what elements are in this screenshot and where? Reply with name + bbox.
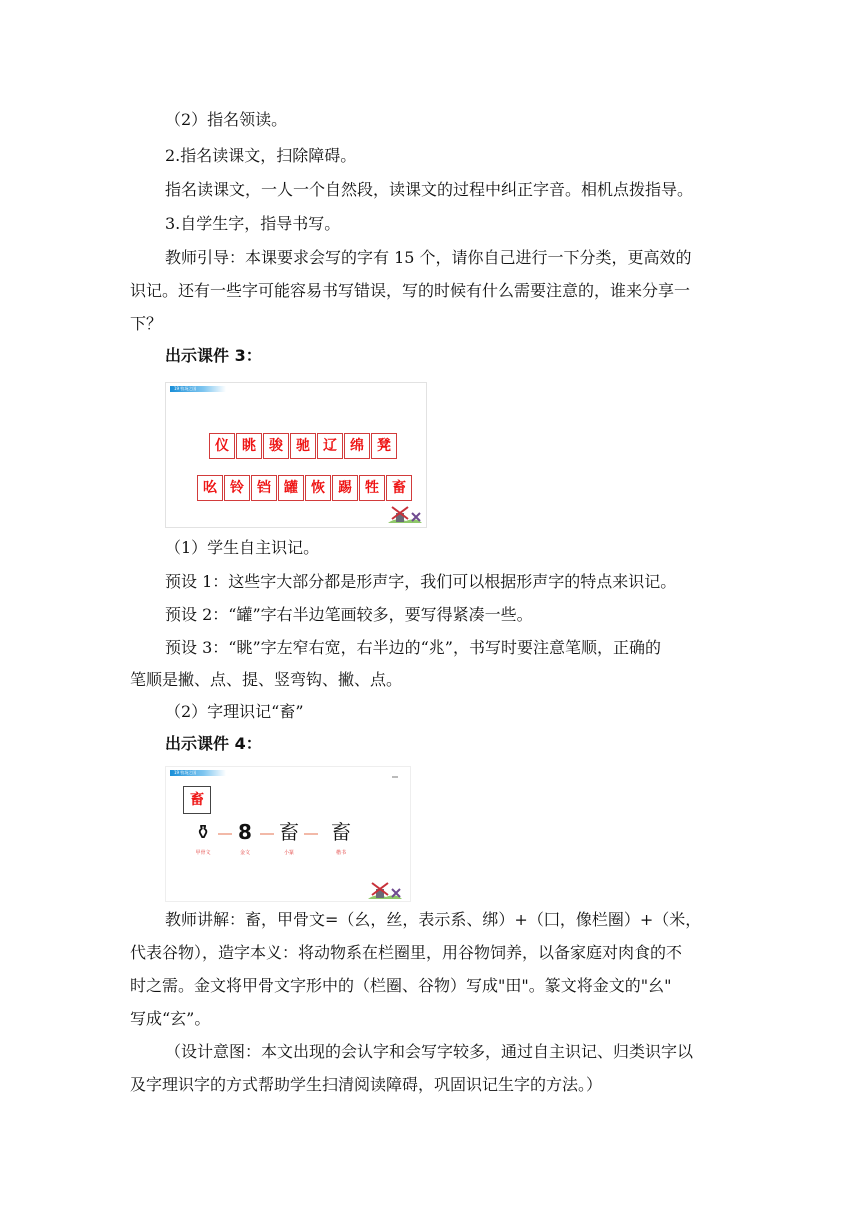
char-card: 驰 — [290, 433, 316, 459]
arrow-icon — [304, 833, 318, 835]
text-line: 识记。还有一些字可能容易书写错误，写的时候有什么需要注意的，谁来分享一 — [130, 281, 691, 300]
text-line: 预设 3：“眺”字左窄右宽，右半边的“兆”，书写时要注意笔顺，正确的 — [165, 638, 661, 657]
char-card: 骏 — [263, 433, 289, 459]
oracle-glyph: ⚱ — [194, 820, 212, 844]
text-line: 教师讲解：畜，甲骨文=（幺，丝，表示系、绑）+（囗，像栏圈）+（米， — [165, 910, 702, 929]
courseware-slide-4 — [165, 766, 411, 902]
char-card: 绵 — [344, 433, 370, 459]
stage-label: 金文 — [239, 850, 250, 856]
char-card: 眺 — [236, 433, 262, 459]
text-line: 2.指名读课文，扫除障碍。 — [165, 146, 357, 165]
slide-title: 19 牧场之国 — [174, 770, 197, 775]
char-card: 畜 — [386, 475, 412, 501]
text-line: （2）指名领读。 — [165, 110, 288, 129]
text-line: 时之需。金文将甲骨文字形中的（栏圈、谷物）写成"田"。篆文将金文的"幺" — [130, 976, 672, 995]
text-line: 3.自学生字，指导书写。 — [165, 214, 341, 233]
design-intent-text: 及字理识字的方式帮助学生扫清阅读障碍，巩固识记生字的方法。） — [130, 1075, 603, 1094]
windmill-icon — [366, 879, 404, 901]
char-card: 踢 — [332, 475, 358, 501]
arrow-icon — [260, 833, 274, 835]
slide-title: 19 牧场之国 — [174, 386, 197, 391]
bronze-glyph: 8 — [238, 820, 252, 844]
char-card: 罐 — [278, 475, 304, 501]
char-card: 恢 — [305, 475, 331, 501]
char-card: 吆 — [197, 475, 223, 501]
slide-title-banner — [170, 386, 226, 392]
regular-glyph: 畜 — [331, 820, 351, 844]
text-line: 指名读课文，一人一个自然段，读课文的过程中纠正字音。相机点拨指导。 — [165, 180, 694, 199]
design-intent-text: （设计意图：本文出现的会认字和会写字较多，通过自主识记、归类识字以 — [165, 1042, 694, 1061]
char-card: 辽 — [317, 433, 343, 459]
text-line: 教师引导：本课要求会写的字有 15 个，请你自己进行一下分类，更高效的 — [165, 248, 692, 267]
courseware-slide-3 — [165, 382, 427, 528]
section-heading: 出示课件 4： — [165, 734, 262, 753]
text-line: 预设 2：“罐”字右半边笔画较多，要写得紧凑一些。 — [165, 605, 533, 624]
arrow-icon — [218, 833, 232, 835]
stage-label: 楷书 — [335, 850, 346, 856]
char-card: 牲 — [359, 475, 385, 501]
windmill-icon — [386, 503, 424, 525]
text-line: 预设 1：这些字大部分都是形声字，我们可以根据形声字的特点来识记。 — [165, 572, 677, 591]
char-card: 凳 — [371, 433, 397, 459]
text-line: 写成“玄”。 — [130, 1009, 211, 1028]
text-line: （2）字理识记“畜” — [165, 702, 304, 721]
text-line: 下？ — [130, 314, 163, 333]
text-line: （1）学生自主识记。 — [165, 538, 320, 557]
text-line: 代表谷物），造字本义：将动物系在栏圈里，用谷物饲养，以备家庭对肉食的不 — [130, 943, 683, 962]
stage-label: 甲骨文 — [195, 850, 211, 856]
stage-label: 小篆 — [283, 850, 294, 856]
main-char-card: 畜 — [183, 786, 211, 814]
seal-glyph: 畜 — [279, 820, 299, 844]
dot-mark — [392, 776, 398, 778]
char-card: 仪 — [209, 433, 235, 459]
char-card: 铛 — [251, 475, 277, 501]
section-heading: 出示课件 3： — [165, 346, 262, 365]
slide-title-banner — [170, 770, 226, 776]
text-line: 笔顺是撇、点、提、竖弯钩、撇、点。 — [130, 670, 403, 689]
char-card: 铃 — [224, 475, 250, 501]
